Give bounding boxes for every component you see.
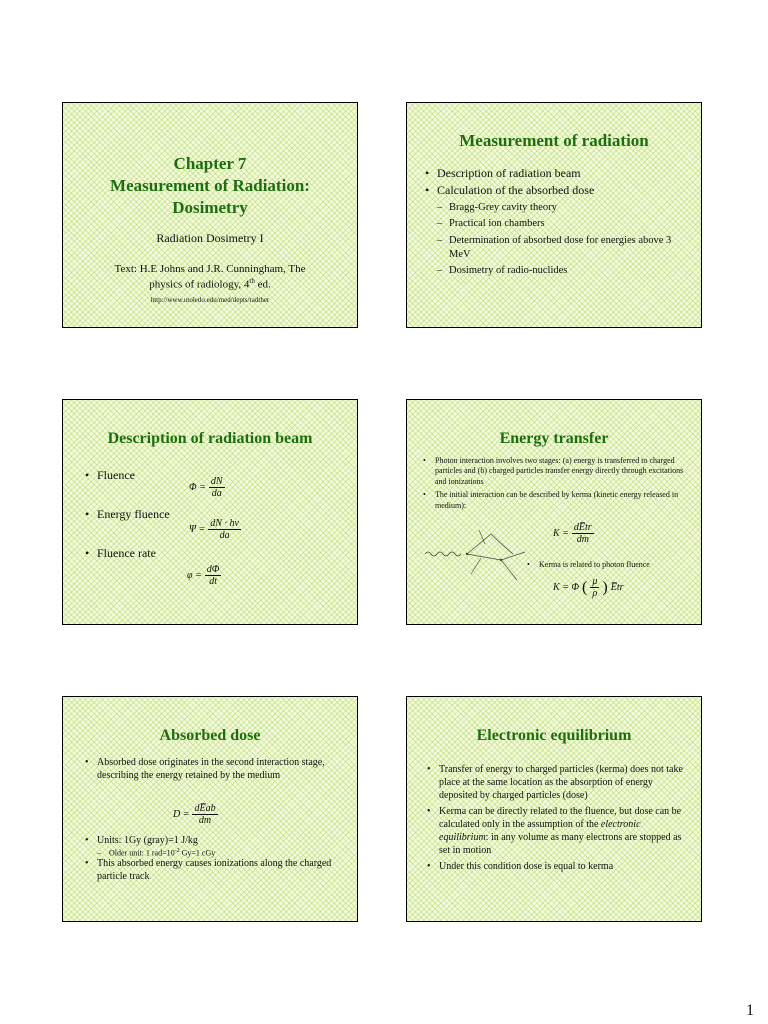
bullet-item: • Kerma can be directly related to the fluence, but dose can be calculated only in the assumption of the electronic equilibrium: in any volume as many electrons are stopped as set in motion bbox=[427, 805, 687, 857]
bullet-item: • Transfer of energy to charged particles (kerma) does not take place at the same location as the absorption of energy deposited by charged particles (dose) bbox=[427, 763, 687, 802]
reference-url[interactable]: http://www.utoledo.edu/med/depts/radther bbox=[150, 295, 270, 304]
slide-2-title: Measurement of radiation bbox=[459, 131, 649, 150]
slide-5-bullets bbox=[85, 757, 343, 782]
bullet-energy-fluence: • Energy fluence bbox=[85, 507, 170, 522]
photon-interaction-diagram bbox=[421, 524, 533, 586]
slide-3-bullets bbox=[85, 468, 170, 561]
bullet-item: • Calculation of the absorbed dose – Bragg-Grey cavity theory – Practical ion chambers – Determination of absorbed dose for energies above 3 MeV – Dosimetry of radio-nuclides bbox=[425, 182, 687, 278]
sub-item: – Older unit: 1 $rad=10^{-2}$ Gy=1 cGy bbox=[97, 848, 343, 859]
sub-list bbox=[97, 848, 343, 859]
fluence-rate-formula: φ = $\frac{d\Phi}{dt}$ bbox=[187, 564, 220, 587]
slide-1-title bbox=[63, 153, 357, 219]
bullet-item: • This absorbed energy causes ionizations along the charged particle track bbox=[85, 858, 343, 883]
fluence-formula: Φ = $\frac{dN}{da}$ bbox=[189, 476, 223, 499]
slide-6 bbox=[406, 696, 702, 922]
bullet-fluence: • Fluence bbox=[85, 468, 170, 483]
slide-5 bbox=[62, 696, 358, 922]
reference-line: Text: H.E Johns and J.R. Cunningham, The bbox=[114, 263, 306, 276]
sub-list bbox=[437, 201, 687, 278]
title-line: Measurement of Radiation: bbox=[110, 176, 310, 196]
energy-fluence-formula: Ψ = $\frac{dN \cdot h\nu}{da}$ bbox=[189, 518, 239, 541]
kerma-fluence-formula: K = Φ ( $\frac{\mu}{\rho}$ ) E̅tr bbox=[553, 576, 624, 599]
slide-6-bullets bbox=[427, 763, 687, 873]
bullet-item: • Absorbed dose originates in the second interaction stage, describing the energy retained by the medium bbox=[85, 757, 343, 782]
slide-1-subtitle: Radiation Dosimetry I bbox=[156, 231, 264, 246]
bullet-item: • Under this condition dose is equal to kerma bbox=[427, 860, 687, 873]
sub-item: – Determination of absorbed dose for energies above 3 MeV bbox=[437, 234, 687, 261]
slide-5-bullets-2 bbox=[85, 835, 343, 883]
slide-4-title: Energy transfer bbox=[499, 430, 609, 447]
title-line: Dosimetry bbox=[172, 198, 248, 218]
bullet-item: • Description of radiation beam bbox=[425, 165, 687, 182]
slide-2 bbox=[406, 102, 702, 328]
absorbed-dose-formula: D = $\frac{dE̅ab}{dm}$ bbox=[173, 803, 216, 826]
sub-item: – Practical ion chambers bbox=[437, 217, 687, 231]
slide-3-title: Description of radiation beam bbox=[107, 430, 313, 447]
slide-4 bbox=[406, 399, 702, 625]
bullet-fluence-rate: • Fluence rate bbox=[85, 546, 170, 561]
slide-2-bullets bbox=[425, 165, 687, 278]
slide-4-bullet-3 bbox=[527, 560, 650, 569]
bullet-item: • The initial interaction can be described by kerma (kinetic energy released in medium): bbox=[423, 490, 687, 511]
sub-item: – Bragg-Grey cavity theory bbox=[437, 201, 687, 215]
reference-line: physics of radiology, 4th ed. bbox=[149, 277, 271, 291]
bullet-item: • Kerma is related to photon fluence bbox=[527, 560, 650, 569]
slide-5-title: Absorbed dose bbox=[159, 727, 261, 744]
slide-1 bbox=[62, 102, 358, 328]
sub-item: – Dosimetry of radio-nuclides bbox=[437, 264, 687, 278]
kerma-formula: K = $\frac{dE̅tr}{dm}$ bbox=[553, 522, 592, 545]
slide-4-bullets bbox=[423, 456, 687, 511]
slide-1-reference bbox=[63, 262, 357, 292]
slide-3 bbox=[62, 399, 358, 625]
page-number: 1 bbox=[746, 1002, 754, 1019]
bullet-item: • Photon interaction involves two stages: (a) energy is transferred to charged particles and (b) charged particles transfer energy directly through excitations and ionizations bbox=[423, 456, 687, 487]
slide-6-title: Electronic equilibrium bbox=[476, 727, 632, 744]
title-line: Chapter 7 bbox=[173, 154, 247, 173]
bullet-item: • Units: 1Gy (gray)=1 J/kg – Older unit: 1 $rad=10^{-2}$ Gy=1 cGy bbox=[85, 835, 343, 858]
